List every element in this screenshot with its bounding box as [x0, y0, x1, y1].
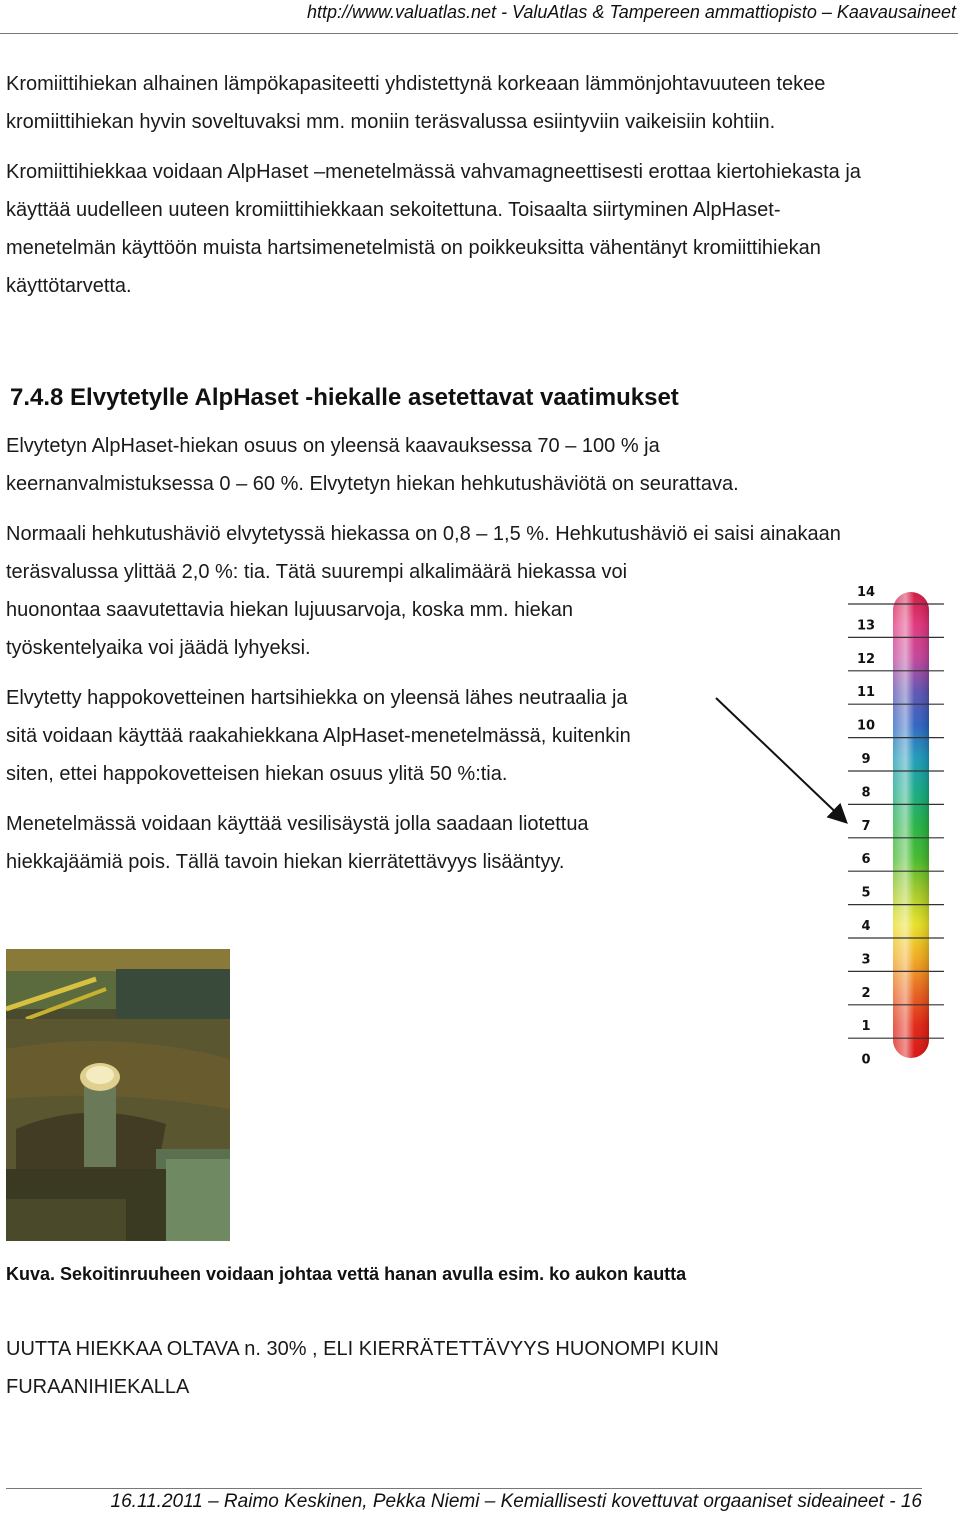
ph-tick-label: 0	[861, 1052, 871, 1068]
ph-tick-label: 8	[861, 785, 871, 801]
paragraph-sand-share	[6, 427, 739, 503]
ph-tick-label: 6	[861, 852, 871, 868]
text-line: kromiittihiekan hyvin soveltuvaksi mm. moniin teräsvalussa esiintyviin vaikeisiin kohtiin.	[6, 111, 776, 133]
ph-tick-label: 5	[861, 885, 871, 901]
text-line: käyttötarvetta.	[6, 275, 132, 297]
ph-tick-label: 7	[861, 818, 871, 834]
text-line: teräsvalussa ylittää 2,0 %: tia. Tätä suurempi alkalimäärä hiekassa voi	[6, 561, 628, 583]
page-footer: 16.11.2011 – Raimo Keskinen, Pekka Niemi – Kemiallisesti kovettuvat orgaaniset sideaineet - 16	[110, 1491, 922, 1512]
mixer-trough-photo	[6, 949, 230, 1241]
footer-divider	[6, 1488, 922, 1489]
text-line: sitä voidaan käyttää raakahiekkana AlpHaset-menetelmässä, kuitenkin	[6, 725, 631, 747]
paragraph-thermal-capacity	[6, 65, 825, 141]
header-divider	[0, 33, 958, 34]
paragraph-note-uppercase	[6, 1330, 719, 1406]
text-line: menetelmän käyttöön muista hartsimenetelmistä on poikkeuksitta vähentänyt kromiittihiekan	[6, 237, 821, 259]
ph-tick-label: 11	[856, 685, 876, 701]
paragraph-water-addition	[6, 805, 589, 881]
text-line: työskentelyaika voi jäädä lyhyeksi.	[6, 637, 311, 659]
ph-pointer-arrow	[716, 698, 845, 821]
text-line: Kromiittihiekkaa voidaan AlpHaset –menetelmässä vahvamagneettisesti erottaa kiertohiekasta ja	[6, 161, 861, 183]
ph-scale-figure	[700, 570, 960, 1070]
photo-caption: Kuva. Sekoitinruuheen voidaan johtaa vettä hanan avulla esim. ko aukon kautta	[6, 1264, 687, 1284]
ph-tick-label: 9	[861, 752, 871, 767]
text-line: hiekkajäämiä pois. Tällä tavoin hiekan kierrätettävyys lisääntyy.	[6, 851, 565, 873]
ph-tick-label: 10	[856, 718, 876, 734]
text-line: siten, ettei happokovetteisen hiekan osuus ylitä 50 %:tia.	[6, 763, 508, 785]
ph-tick-label: 14	[856, 585, 876, 600]
paragraph-magnetic-separation	[6, 153, 861, 305]
text-line: käyttää uudelleen uuteen kromiittihiekkaan sekoitettuna. Toisaalta siirtyminen AlpHaset-	[6, 199, 781, 221]
ph-tick-label: 1	[861, 1019, 871, 1035]
page-header: http://www.valuatlas.net - ValuAtlas & Tampereen ammattiopisto – Kaavausaineet	[306, 2, 956, 22]
text-line: Menetelmässä voidaan käyttää vesilisäystä jolla saadaan liotettua	[6, 813, 589, 835]
section-heading: 7.4.8 Elvytetylle AlpHaset -hiekalle asetettavat vaatimukset	[10, 384, 679, 411]
text-line: Elvytetyn AlpHaset-hiekan osuus on yleensä kaavauksessa 70 – 100 % ja	[6, 435, 660, 457]
ph-tick-label: 4	[861, 919, 871, 934]
ph-tick-label: 2	[861, 985, 871, 1001]
paragraph-acid-cured-sand	[6, 679, 631, 793]
ph-tick-label: 12	[856, 651, 876, 667]
text-line: huonontaa saavutettavia hiekan lujuusarvoja, koska mm. hiekan	[6, 599, 574, 621]
text-line: Kromiittihiekan alhainen lämpökapasiteetti yhdistettynä korkeaan lämmönjohtavuuteen tekee	[6, 73, 826, 95]
text-line: FURAANIHIEKALLA	[6, 1376, 190, 1398]
text-line: keernanvalmistuksessa 0 – 60 %. Elvytetyn hiekan hehkutushäviötä on seurattava.	[6, 473, 739, 495]
text-line: Normaali hehkutushäviö elvytetyssä hiekassa on 0,8 – 1,5 %. Hehkutushäviö ei saisi ainakaan	[6, 523, 841, 545]
text-line: UUTTA HIEKKAA OLTAVA n. 30% , ELI KIERRÄTETTÄVYYS HUONOMPI KUIN	[6, 1338, 719, 1360]
ph-tick-label: 3	[861, 952, 871, 968]
ph-tick-label: 13	[856, 618, 876, 634]
ph-tube-highlight	[893, 592, 929, 1058]
text-line: Elvytetty happokovetteinen hartsihiekka on yleensä lähes neutraalia ja	[6, 687, 628, 709]
